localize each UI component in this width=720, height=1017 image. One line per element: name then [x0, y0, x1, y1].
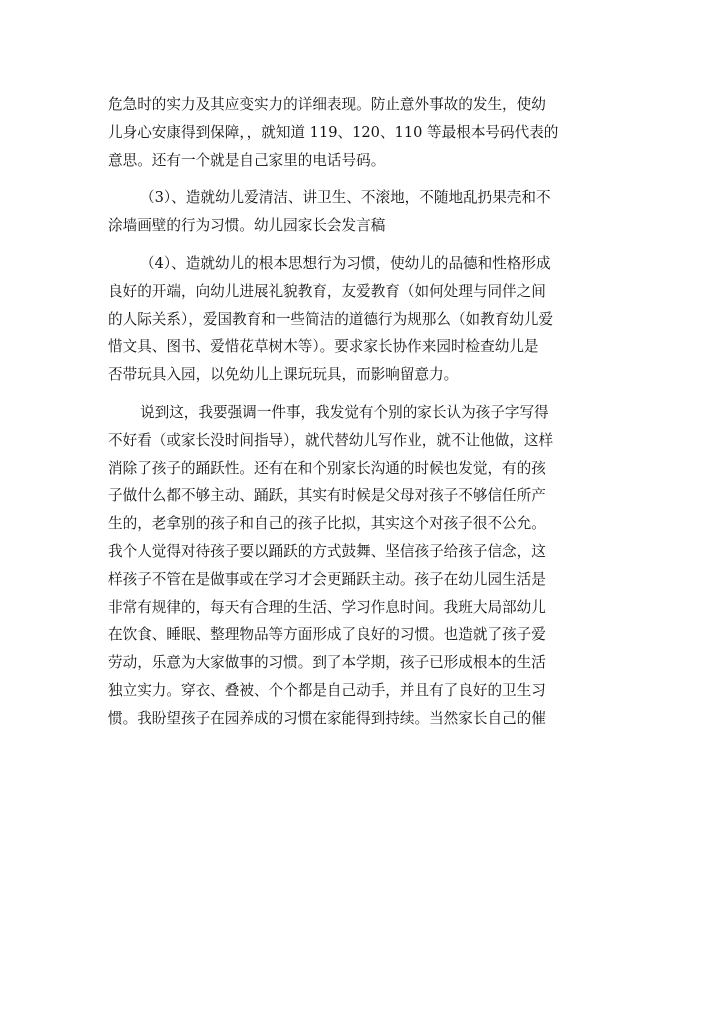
text-line: 我个人觉得对待孩子要以踊跃的方式鼓舞、坚信孩子给孩子信念，这 [108, 542, 546, 560]
text-line: 消除了孩子的踊跃性。还有在和个别家长沟通的时候也发觉，有的孩 [108, 459, 546, 477]
text-line: 涂墙画壁的行为习惯。幼儿园家长会发言稿 [108, 217, 386, 235]
text-line: 不好看（或家长没时间指导），就代替幼儿写作业，就不让他做，这样 [108, 431, 554, 449]
text-line: 样孩子不管在是做事或在学习才会更踊跃主动。孩子在幼儿园生活是 [108, 570, 546, 588]
text-line: 非常有规律的，每天有合理的生活、学习作息时间。我班大局部幼儿 [108, 598, 546, 616]
text-line: 说到这，我要强调一件事，我发觉有个别的家长认为孩子字写得 [140, 403, 549, 421]
text-line: （3）、造就幼儿爱清洁、讲卫生、不滚地，不随地乱扔果壳和不 [140, 189, 551, 207]
text-line: 子做什么都不够主动、踊跃，其实有时候是父母对孩子不够信任所产 [108, 487, 546, 505]
text-line: 否带玩具入园，以免幼儿上课玩玩具，而影响留意力。 [108, 366, 459, 384]
text-line: 的人际关系），爱国教育和一些简洁的道德行为规那么（如教育幼儿爱 [108, 310, 554, 328]
text-line: 独立实力。穿衣、叠被、个个都是自己动手，并且有了良好的卫生习 [108, 681, 546, 699]
text-line: 危急时的实力及其应变实力的详细表现。防止意外事故的发生，使幼 [108, 96, 546, 113]
text-line: （4）、造就幼儿的根本思想行为习惯，使幼儿的品德和性格形成 [140, 254, 551, 272]
text-line: 劳动，乐意为大家做事的习惯。到了本学期，孩子已形成根本的生活 [108, 654, 546, 672]
text-line: 儿身心安康得到保障，，就知道 119、120、110 等最根本号码代表的 [108, 123, 559, 141]
text-line: 在饮食、睡眠、整理物品等方面形成了良好的习惯。也造就了孩子爱 [108, 626, 546, 644]
text-line: 惯。我盼望孩子在园养成的习惯在家能得到持续。当然家长自己的催 [108, 709, 546, 727]
body-text [108, 91, 608, 733]
text-line: 生的，老拿别的孩子和自己的孩子比拟，其实这个对孩子很不公允。 [108, 515, 546, 533]
text-line: 意思。还有一个就是自己家里的电话号码。 [108, 151, 386, 169]
text-line: 良好的开端，向幼儿进展礼貌教育，友爱教育（如何处理与同伴之间 [108, 282, 546, 300]
text-line: 惜文具、图书、爱惜花草树木等）。要求家长协作来园时检查幼儿是 [108, 338, 539, 356]
